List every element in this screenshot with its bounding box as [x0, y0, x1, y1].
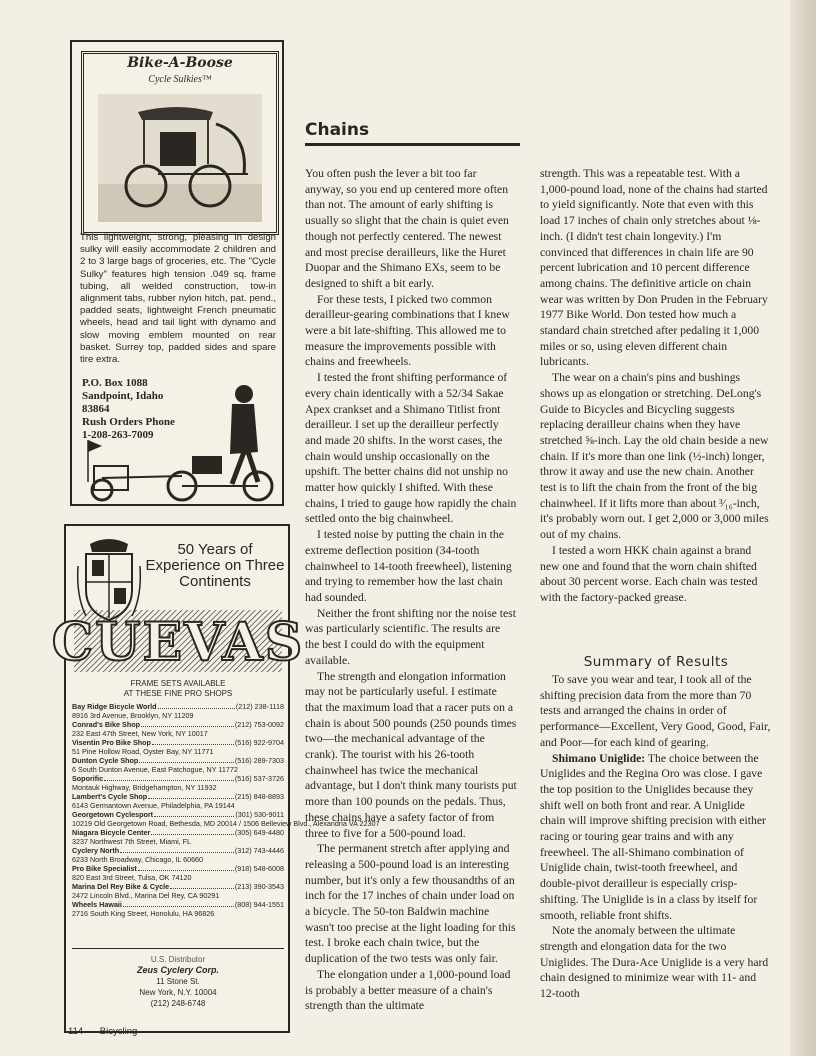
- paragraph: strength. This was a repeatable test. With a 1,000-pound load, none of the chains had started to yield significantly. Note that even with this load 17 inches of chain only stretches about ⅛-inch. (I didn't test chain longevity.) I'm convinced that differences in chain life are 90 percent lubrication and 10 percent difference among chains. The definitive article on chain wear was written by Don Pruden in the February 1977 Bike World. Don tested how much a standard chain stretched after pedaling it 1,000 miles or so, using eleven different chain lubricants.: [540, 167, 768, 369]
- leader-dots: [138, 864, 234, 871]
- shop-entry: [72, 720, 284, 738]
- ad-ornate-frame: [81, 51, 279, 235]
- leader-dots: [154, 810, 234, 817]
- shop-phone: (301) 530-9011: [235, 810, 284, 819]
- paragraph: For these tests, I picked two common derailleur-gearing combinations that I knew were a bit late-shifting. This allowed me to measure the improvements possible with chains and freewheels.: [305, 292, 510, 369]
- paragraph: The elongation under a 1,000-pound load is probably a better measure of a chain's strength than the ultimate: [305, 967, 511, 1013]
- page-number: 114: [68, 1026, 84, 1037]
- shop-name: Marina Del Rey Bike & Cycle: [72, 882, 170, 891]
- shop-entry: [72, 756, 284, 774]
- paragraph: The wear on a chain's pins and bushings shows up as elongation or stretching. DeLong's Guide to Bicycles and Bicycling suggests replacing derailleur chains when they have stretched ⅝-inch. Lay the old chain beside a new chain. If it's more than one link (½-inch) longer, throw it away and use the new chain. Another test is to lift the chain from the front of the big chainwheel. If it lifts more than about ³⁄₁₆-inch, it's probably worn out. I get 2,000 or 3,000 miles out of my chains.: [540, 371, 769, 542]
- leader-dots: [170, 882, 234, 889]
- shop-entry: [72, 810, 380, 828]
- shop-name: Cyclery North: [72, 846, 120, 855]
- shop-phone: (305) 649-4480: [234, 828, 284, 837]
- paragraph: I tested a worn HKK chain against a brand new one and found that the worn chain shifted about 30 percent worse. Each chain was tested with the factory-packed grease.: [540, 543, 758, 604]
- shop-phone: (215) 848-8893: [234, 792, 284, 801]
- shop-name: Wheels Hawaii: [72, 900, 122, 909]
- ad-title: Bike-A-Boose: [127, 55, 233, 71]
- logo-text: CUEVAS: [51, 612, 305, 673]
- shop-phone: (516) 922-9704: [234, 738, 284, 747]
- leader-dots: [148, 792, 234, 799]
- shop-address: 3237 Northwest 7th Street, Miami, FL: [72, 837, 192, 846]
- shop-entry: [72, 864, 284, 882]
- shop-phone: (212) 753-0092: [234, 720, 284, 729]
- paragraph: The strength and elongation information may not be particularly useful. I estimate that the maximum load that a racer puts on a chain is about 500 pounds (250 pounds times two—the mechanical advantage of the crank). The tourist with his 26-tooth chainwheel has twice the mechanical advantage, but I don't think many tourists put more than 100 pounds on the pedals. Thus, these chains have a safety factor of from three to five for a 500-pound load.: [305, 669, 517, 840]
- paragraph: I tested noise by putting the chain in the extreme deflection position (34-tooth chainwheel to 14-tooth freewheel), listening and trying to remember how the last chain had sounded.: [305, 528, 512, 604]
- pro-shop-list: [72, 702, 380, 918]
- shop-name: Lambert's Cycle Shop: [72, 792, 148, 801]
- article-heading: Chains: [305, 120, 370, 140]
- paragraph: I tested the front shifting performance of every chain identically with a 52/34 Sakae Apex crankset and a Shimano Titlist front derailleur. I set up the derailleur perfectly and made 20 shifts. In the worst cases, the chain would unship occasionally on the upshift. The better chains did not unship no matter how quickly I shifted. With these chains, I tried to gauge how rapidly the chain settled onto the big chainwheel.: [305, 371, 517, 526]
- heading-rule: [305, 143, 520, 146]
- magazine-name: Bicycling: [99, 1026, 138, 1037]
- shop-phone: (516) 289-7303: [234, 756, 284, 765]
- paragraph: The permanent stretch after applying and releasing a 500-pound load is an interesting number, but it's only a few thousandths of an inch for the 17 inches of chain under load on a bicycle. The 50-ton Baldwin machine wasn't too precise at the light loading for this test. I broke each chain twice, but the duplication of the two tests was only fair.: [305, 842, 516, 966]
- distributor-name: Zeus Cyclery Corp.: [136, 965, 220, 975]
- shop-phone: (212) 238-1118: [235, 702, 284, 711]
- shop-entry: [72, 846, 284, 864]
- ad-headline: 50 Years of Experience on Three Continents: [145, 541, 285, 590]
- tagline-line: AT THESE FINE PRO SHOPS: [123, 689, 233, 698]
- paragraph: You often push the lever a bit too far anyway, so you end up centered more often than not. The amount of early shifting is usually so slight that the chain is quiet even though not perfectly centered. The newest and most precise derailleurs, like the Huret Duopar and the Shimano EXs, seem to be designed to shift a bit early.: [305, 167, 509, 290]
- article-column-2: [540, 166, 772, 606]
- paragraph-text: The choice between the Uniglides and the Regina Oro was close. I gave the top position to the Uniglides because they shift well on both front and rear. A Uniglide chain will improve shifting precision with either racing or touring gear trains and with any freewheel. The all-Shimano combination of Uniglide chain, twist-tooth freewheel, and double-pivot derailleur is especially crisp-shifting. The Uniglide is in a class by itself for smooth, reliable front shifts.: [540, 751, 766, 922]
- contact-line: 1-208-263-7009: [82, 429, 154, 441]
- shop-entry: [72, 702, 284, 720]
- distributor-label: U.S. Distributor: [150, 955, 206, 964]
- paragraph: Neither the front shifting nor the noise test was particularly scientific. The results are the best I could do with the equipment available.: [305, 606, 516, 667]
- shop-entry: [72, 882, 284, 900]
- shop-phone: (213) 390-3543: [234, 882, 284, 891]
- shop-name: Bay Ridge Bicycle World: [72, 702, 157, 711]
- contact-line: Sandpoint, Idaho 83864: [82, 390, 164, 415]
- contact-line: P.O. Box 1088: [82, 377, 148, 389]
- shop-name: Georgetown Cyclesport: [72, 810, 154, 819]
- shop-entry: [72, 828, 284, 846]
- ad-subtitle: Cycle Sulkies™: [148, 74, 212, 85]
- shop-name: Dunton Cycle Shop: [72, 756, 139, 765]
- contact-line: Rush Orders Phone: [82, 416, 175, 428]
- paragraph: To save you wear and tear, I took all of the shifting precision data from the more than 70 tests and arranged the chains in order of performance—Excellent, Very Good, Good, Fair, and Poor—for each kind of gearing.: [540, 673, 771, 749]
- paragraph: Note the anomaly between the ultimate strength and elongation data for the two Uniglides. The Dura-Ace Uniglide is a very hard chain designed to minimize wear with 11- and 12-tooth: [540, 924, 769, 1001]
- shop-name: Soporific: [72, 774, 104, 783]
- lead-in: Shimano Uniglide:: [552, 751, 646, 765]
- shop-address: 8916 3rd Avenue, Brooklyn, NY 11209: [72, 711, 194, 720]
- leader-dots: [123, 900, 234, 907]
- page-spine-shadow: [790, 0, 816, 1056]
- leader-dots: [120, 846, 234, 853]
- leader-dots: [158, 702, 235, 709]
- shop-address: 51 Pine Hollow Road, Oyster Bay, NY 11771: [72, 747, 214, 756]
- shop-address: 2716 South King Street, Honolulu, HA 96826: [72, 909, 215, 918]
- leader-dots: [141, 720, 234, 727]
- leader-dots: [139, 756, 234, 763]
- cuevas-ad: [51, 524, 380, 1033]
- bike-a-boose-ad: [70, 40, 284, 506]
- shop-address: 6 South Dunton Avenue, East Patchogue, NY 11772: [72, 765, 238, 774]
- distributor-block: [72, 954, 284, 1009]
- shop-address: Montauk Highway, Bridgehampton, NY 11932: [72, 783, 217, 792]
- tagline-line: FRAME SETS AVAILABLE: [130, 679, 226, 688]
- shop-name: Pro Bike Specialist: [72, 864, 137, 873]
- shop-phone: (312) 743-4446: [234, 846, 284, 855]
- article-column-3: [540, 672, 772, 1002]
- shop-address: 10219 Old Georgetown Road, Bethesda, MD 20014 / 1506 Belleview Blvd., Alexandria VA 22307: [72, 819, 380, 828]
- shop-name: Niagara Bicycle Center: [72, 828, 151, 837]
- shop-entry: [72, 738, 284, 756]
- leader-dots: [152, 738, 234, 745]
- article-column-1: [305, 166, 517, 1014]
- leader-dots: [151, 828, 234, 835]
- shop-name: Visentin Pro Bike Shop: [72, 738, 151, 747]
- shop-phone: (516) 537-3726: [234, 774, 284, 783]
- sulky-photo: [98, 94, 262, 222]
- divider: [72, 948, 284, 949]
- shop-address: 6233 North Broadway, Chicago, IL 60660: [72, 855, 204, 864]
- distributor-line: New York, N.Y. 10004: [139, 988, 217, 997]
- page-footer: [68, 1026, 151, 1037]
- ad-contact-block: [82, 377, 192, 442]
- shop-name: Conrad's Bike Shop: [72, 720, 141, 729]
- shop-address: 232 East 47th Street, New York, NY 10017: [72, 729, 208, 738]
- shop-entry: [72, 900, 284, 918]
- cuevas-logo: [51, 610, 305, 673]
- shop-entry: [72, 774, 284, 792]
- paragraph: [540, 751, 772, 924]
- shop-entry: [72, 792, 284, 810]
- ad-description: This lightweight, strong, pleasing in design sulky will easily accommodate 2 children and 2 to 3 large bags of groceries, etc. The "Cycle Sulky" features high tension .049 sq. frame tubing, all welded construction, tow-in alignment tabs, rubber nylon hitch, pat. pend., padded seats, lightweight French pneumatic wheels, head and tail light with dynamo and slow moving emblem mounted on rear basket. Surrey top, padded sides and spare tire extra.: [80, 232, 276, 366]
- shop-address: 2472 Lincoln Blvd., Marina Del Rey, CA 90291: [72, 891, 220, 900]
- distributor-line: 11 Stone St.: [156, 977, 200, 986]
- ad-tagline: [74, 679, 282, 699]
- summary-heading: Summary of Results: [583, 654, 729, 670]
- shop-phone: (918) 548-6008: [234, 864, 284, 873]
- shop-address: 820 East 3rd Street, Tulsa, OK 74120: [72, 873, 192, 882]
- leader-dots: [104, 774, 234, 781]
- distributor-line: (212) 248-6748: [150, 999, 206, 1008]
- shop-address: 6143 Germantown Avenue, Philadelphia, PA 19144: [72, 801, 235, 810]
- shop-phone: (808) 944-1551: [234, 900, 284, 909]
